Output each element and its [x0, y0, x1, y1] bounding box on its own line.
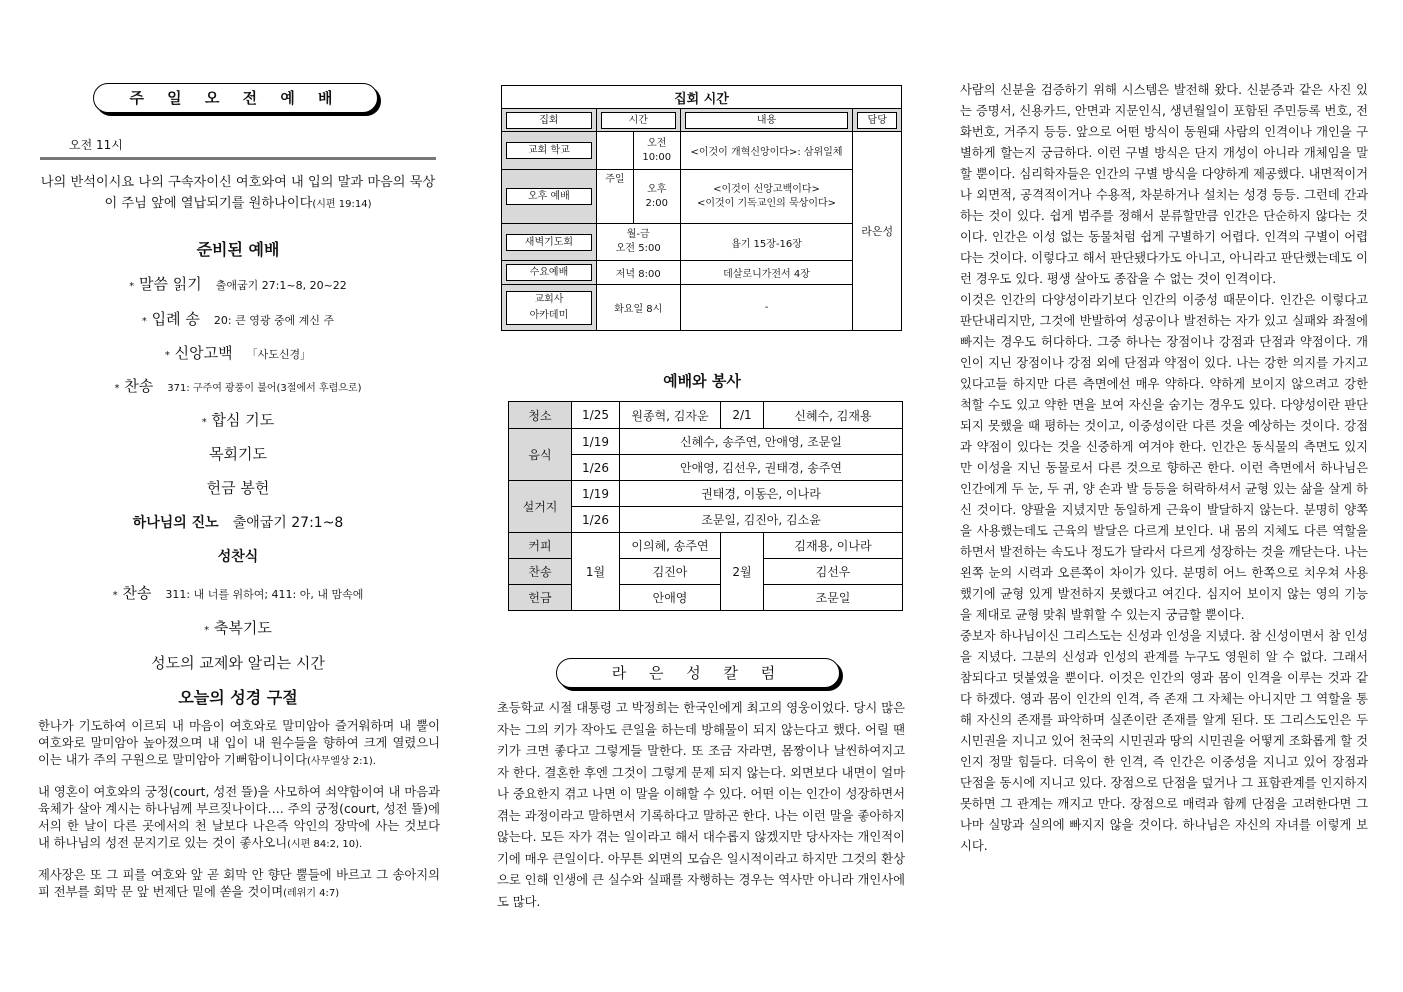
verses-heading: 오늘의 성경 구절 — [178, 688, 298, 707]
table-row: 설거지 1/19 권태경, 이동은, 이나라 — [509, 481, 903, 507]
hymn-item: * 찬송 311: 내 너를 위하여; 411: 아, 내 맘속에 — [112, 584, 364, 602]
divider — [40, 157, 436, 160]
order-item: * 찬송 371: 구주여 광풍이 불어(3절에서 후렴으로) — [114, 377, 362, 395]
worship-title: 주 일 오 전 예 배 — [93, 83, 378, 113]
table-row: 오후 예배 오후 2:00 <이것이 신앙고백이다> <이것이 기독교인의 묵상이다> — [502, 170, 902, 224]
sunday-cell: 주일 — [597, 132, 634, 222]
opening-verse — [36, 172, 440, 215]
verse-block — [38, 718, 440, 902]
communion: 성찬식 — [217, 549, 259, 565]
table-row: 음식 1/19 신혜수, 송주연, 안애영, 조문일 — [509, 429, 903, 455]
order-item: * 말씀 읽기 출애굽기 27:1~8, 20~22 — [129, 275, 347, 293]
duty-table — [508, 401, 903, 611]
order-item: * 입례 송 20: 큰 영광 중에 계신 주 — [141, 310, 335, 328]
table-row: 새벽기도회 월-금 오전 5:00 욥기 15장-16장 — [502, 224, 902, 261]
table-row: 교회 학교 주일 오전 10:00 <이것이 개혁신앙이다>: 삼위일체 라은성 — [502, 132, 902, 170]
header-cell: 내용 — [685, 112, 849, 129]
opening-verse-text: 나의 반석이시요 나의 구속자이신 여호와여 내 입의 말과 마음의 묵상이 주님 앞에 열납되기를 원하나이다 — [40, 175, 436, 211]
column-paragraph-3: 이것은 인간의 다양성이라기보다 인간의 이중성 때문이다. 인간은 이렇다고 판단내리지만, 그것에 반발하여 성공이나 발전하는 자가 있고 실패와 좌절에 빠지는 경우도 허다하다. 그중 하나는 장점이나 강점과 단점과 약점이다. 개인이 지닌 장점이나 강점 외에 단점과 약점이 있다. 나는 강한 의지를 가지고 있다고들 하지만 다른 측면에선 매우 약하다. 약하게 보이지 않으려고 강한 척할 수도 있고 약한 면을 보여 자신을 숨기는 경우도 있다. 다양성이란 판단되지 못했을 때 평하는 것이고, 이중성이란 다른 것을 예상하는 것이다. 강점과 약점이 있다는 것을 신중하게 여겨야 한다. 인간은 동식물의 측면도 있지만 이성을 지닌 동물로서 다른 것으로 향하곤 한다. 이런 측면에서 하나님은 인간에게 두 눈, 두 귀, 양 손과 발 등등을 허락하셔서 균형 있는 삶을 살게 하신 것이다. 양팔을 지녔지만 동일하게 근육이 발달하지 않는다. 분명히 양쪽을 사용했는데도 근육의 발달은 다르게 보인다. 내 몸의 지체도 다른 역할을 하면서 발전하는 속도나 정도가 달라서 다르게 성장하는 것을 깨닫는다. 나는 왼쪽 눈의 시력과 오른쪽이 차이가 있다. 분명히 어느 한쪽으로 치우쳐 사용했기에 균형 있게 발전하지 못했다고 여긴다. 심지어 보이지 않는 영의 기능을 제대로 균형 맞춰 발휘할 수 있는지 궁금할 뿐이다. — [960, 293, 1368, 622]
table-row: 헌금 안애영 조문일 — [509, 585, 903, 611]
table-row: 1/26 안애영, 김선우, 권태경, 송주연 — [509, 455, 903, 481]
right-column — [960, 0, 1368, 992]
left-column — [36, 0, 440, 992]
column-paragraph-1: 초등학교 시절 대통령 고 박정희는 한국인에게 최고의 영웅이었다. 당시 많은 자는 그의 키가 작아도 큰일을 하는데 방해물이 되지 않는다고 했다. 어릴 땐 키가 크면 좋다고 그렇게들 말한다. 또 조금 자라면, 몸짱이나 날씬하여지고자 한다. 결혼한 후엔 그것이 그렇게 문제 되지 않는다. 외면보다 내면이 얼마나 중요한지 겪고 나면 이 말을 이해할 수 있다. 어떤 이는 인간이 성장하면서 겪는 과정이라고 말하면서 기록하다고 말하곤 한다. 나는 이런 말을 좋아하지 않는다. 모든 자가 겪는 일이라고 해서 대수롭지 않겠지만 당사자는 개인적이기에 매우 큰일이다. 아무튼 외면의 모습은 일시적이라고 하지만 그것의 환상으로 인해 인생에 큰 실수와 실패를 자행하는 경우는 역사만 아니라 개인사에도 많다. — [497, 701, 905, 909]
table-row: 청소 1/25 원종혁, 김자운 2/1 신혜수, 김재용 — [509, 402, 903, 429]
order-item: * 합심 기도 — [201, 411, 275, 429]
opening-verse-ref: (시편 19:14) — [312, 199, 372, 210]
column-paragraph-2: 사람의 신분을 검증하기 위해 시스템은 발전해 왔다. 신분증과 같은 사진 있는 증명서, 신용카드, 안면과 지문인식, 생년월일이 포함된 주민등록 번호, 전화번호, 거주지 등등. 앞으로 어떤 방식이 동원돼 사람의 인격이나 개인을 구별하게 할는지 궁금하다. 이런 구별 방식은 단지 개성이 아니라 개체임을 말할 뿐이다. 심리학자들은 인간의 구별 방식을 다양하게 제공했다. 내면적이거나 외면적, 공격적이거나 수용적, 차분하거나 설치는 성경 등등. 그런데 간과하는 것이 있다. 쉽게 범주를 정해서 분류할만큼 인간은 단순하지 않다는 것이다. 인간은 이성 없는 동물처럼 쉽게 구별하기 어렵다. 인격의 구별이 어렵다는 것이다. 이렇다고 해서 판단됐다가도 아니고, 아니라고 판단했는데도 이런 경우도 있다. 평생 살아도 종잡을 수 없는 것이 인격이다. — [960, 83, 1368, 286]
worship-time: 오전 11시 — [69, 138, 123, 152]
fellowship: 성도의 교제와 알리는 시간 — [151, 654, 325, 672]
verse-3: 제사장은 또 그 피를 여호와 앞 곧 회막 안 향단 뿔들에 바르고 그 송아지의 피 전부를 회막 문 앞 번제단 밑에 쏟을 것이며(레위기 4:7) — [38, 868, 440, 899]
table-row: 찬송 김진아 김선우 — [509, 559, 903, 585]
column-continued — [960, 80, 1368, 857]
service-title: 예배와 봉사 — [663, 372, 741, 390]
column-title: 라 은 성 칼 럼 — [556, 658, 840, 688]
header-cell: 집회 — [506, 112, 592, 129]
sermon: 하나님의 진노 출애굽기 27:1~8 — [132, 515, 344, 531]
blessing-item: * 축복기도 — [204, 619, 272, 637]
middle-column — [497, 0, 907, 992]
meeting-title: 집회 시간 — [502, 86, 902, 109]
table-row: 수요예배 저녁 8:00 데살로니가전서 4장 — [502, 261, 902, 285]
order-item: 목회기도 — [209, 445, 267, 463]
header-cell: 담당 — [857, 112, 897, 129]
prepared-heading: 준비된 예배 — [196, 240, 280, 259]
verse-1: 한나가 기도하여 이르되 내 마음이 여호와로 말미암아 즐거워하며 내 뿔이 여호와로 말미암아 높아졌으며 내 입이 내 원수들을 향하여 크게 열렸으니 이는 내가 주의 구원으로 말미암아 기뻐함이니이다(사무엘상 2:1). — [38, 719, 440, 767]
leader-cell: 라은성 — [853, 132, 902, 331]
table-row: 커피 1월 이의혜, 송주연 2월 김재용, 이나라 — [509, 533, 903, 559]
column-paragraph-4: 중보자 하나님이신 그리스도는 신성과 인성을 지녔다. 참 신성이면서 참 인성을 지녔다. 그분의 신성과 인성의 관계를 누구도 영원히 알 수 없다. 그래서 참되다고 덧붙였을 뿐이다. 이것은 인간의 영과 몸이 인격을 이루는 것과 같다 하겠다. 영과 몸이 인간의 인격, 즉 존재 그 자체는 아니지만 그 역할을 통해 자신의 존재를 파악하며 실존이란 존재를 알게 된다. 또 그리스도인은 두 시민권을 지니고 있어 천국의 시민권과 땅의 시민권을 어떻게 조화롭게 할 것인지 정말 힘들다. 더욱이 한 인격, 즉 인간은 이중성을 지니고 있어 장점과 단점을 동시에 지니고 있다. 장점으로 단점을 덮거나 그 표함관계를 인지하지 못하면 그 관계는 깨지고 만다. 장점으로 매력과 함께 단점을 고려한다면 그나마 실망과 실의에 빠지지 않을 것이다. 하나님은 자신의 자녀를 이렇게 보시다. — [960, 629, 1368, 853]
meeting-table — [501, 85, 902, 331]
order-item: * 신앙고백 「사도신경」 — [164, 344, 312, 362]
table-row: 1/26 조문일, 김진아, 김소윤 — [509, 507, 903, 533]
header-cell: 시간 — [601, 112, 676, 129]
verse-2: 내 영혼이 여호와의 궁정(court, 성전 뜰)을 사모하여 쇠약함이여 내 마음과 육체가 살아 계시는 하나님께 부르짖나이다…. 주의 궁정(court, 성전 뜰)에서의 한 날이 다른 곳에서의 천 날보다 나은즉 악인의 장막에 사는 것보다 내 하나님의 성전 문지기로 있는 것이 좋사오니(시편 84:2, 10). — [38, 785, 440, 850]
order-item: 헌금 봉헌 — [206, 479, 270, 497]
table-row: 교회사 아카데미 화요일 8시 - — [502, 285, 902, 331]
